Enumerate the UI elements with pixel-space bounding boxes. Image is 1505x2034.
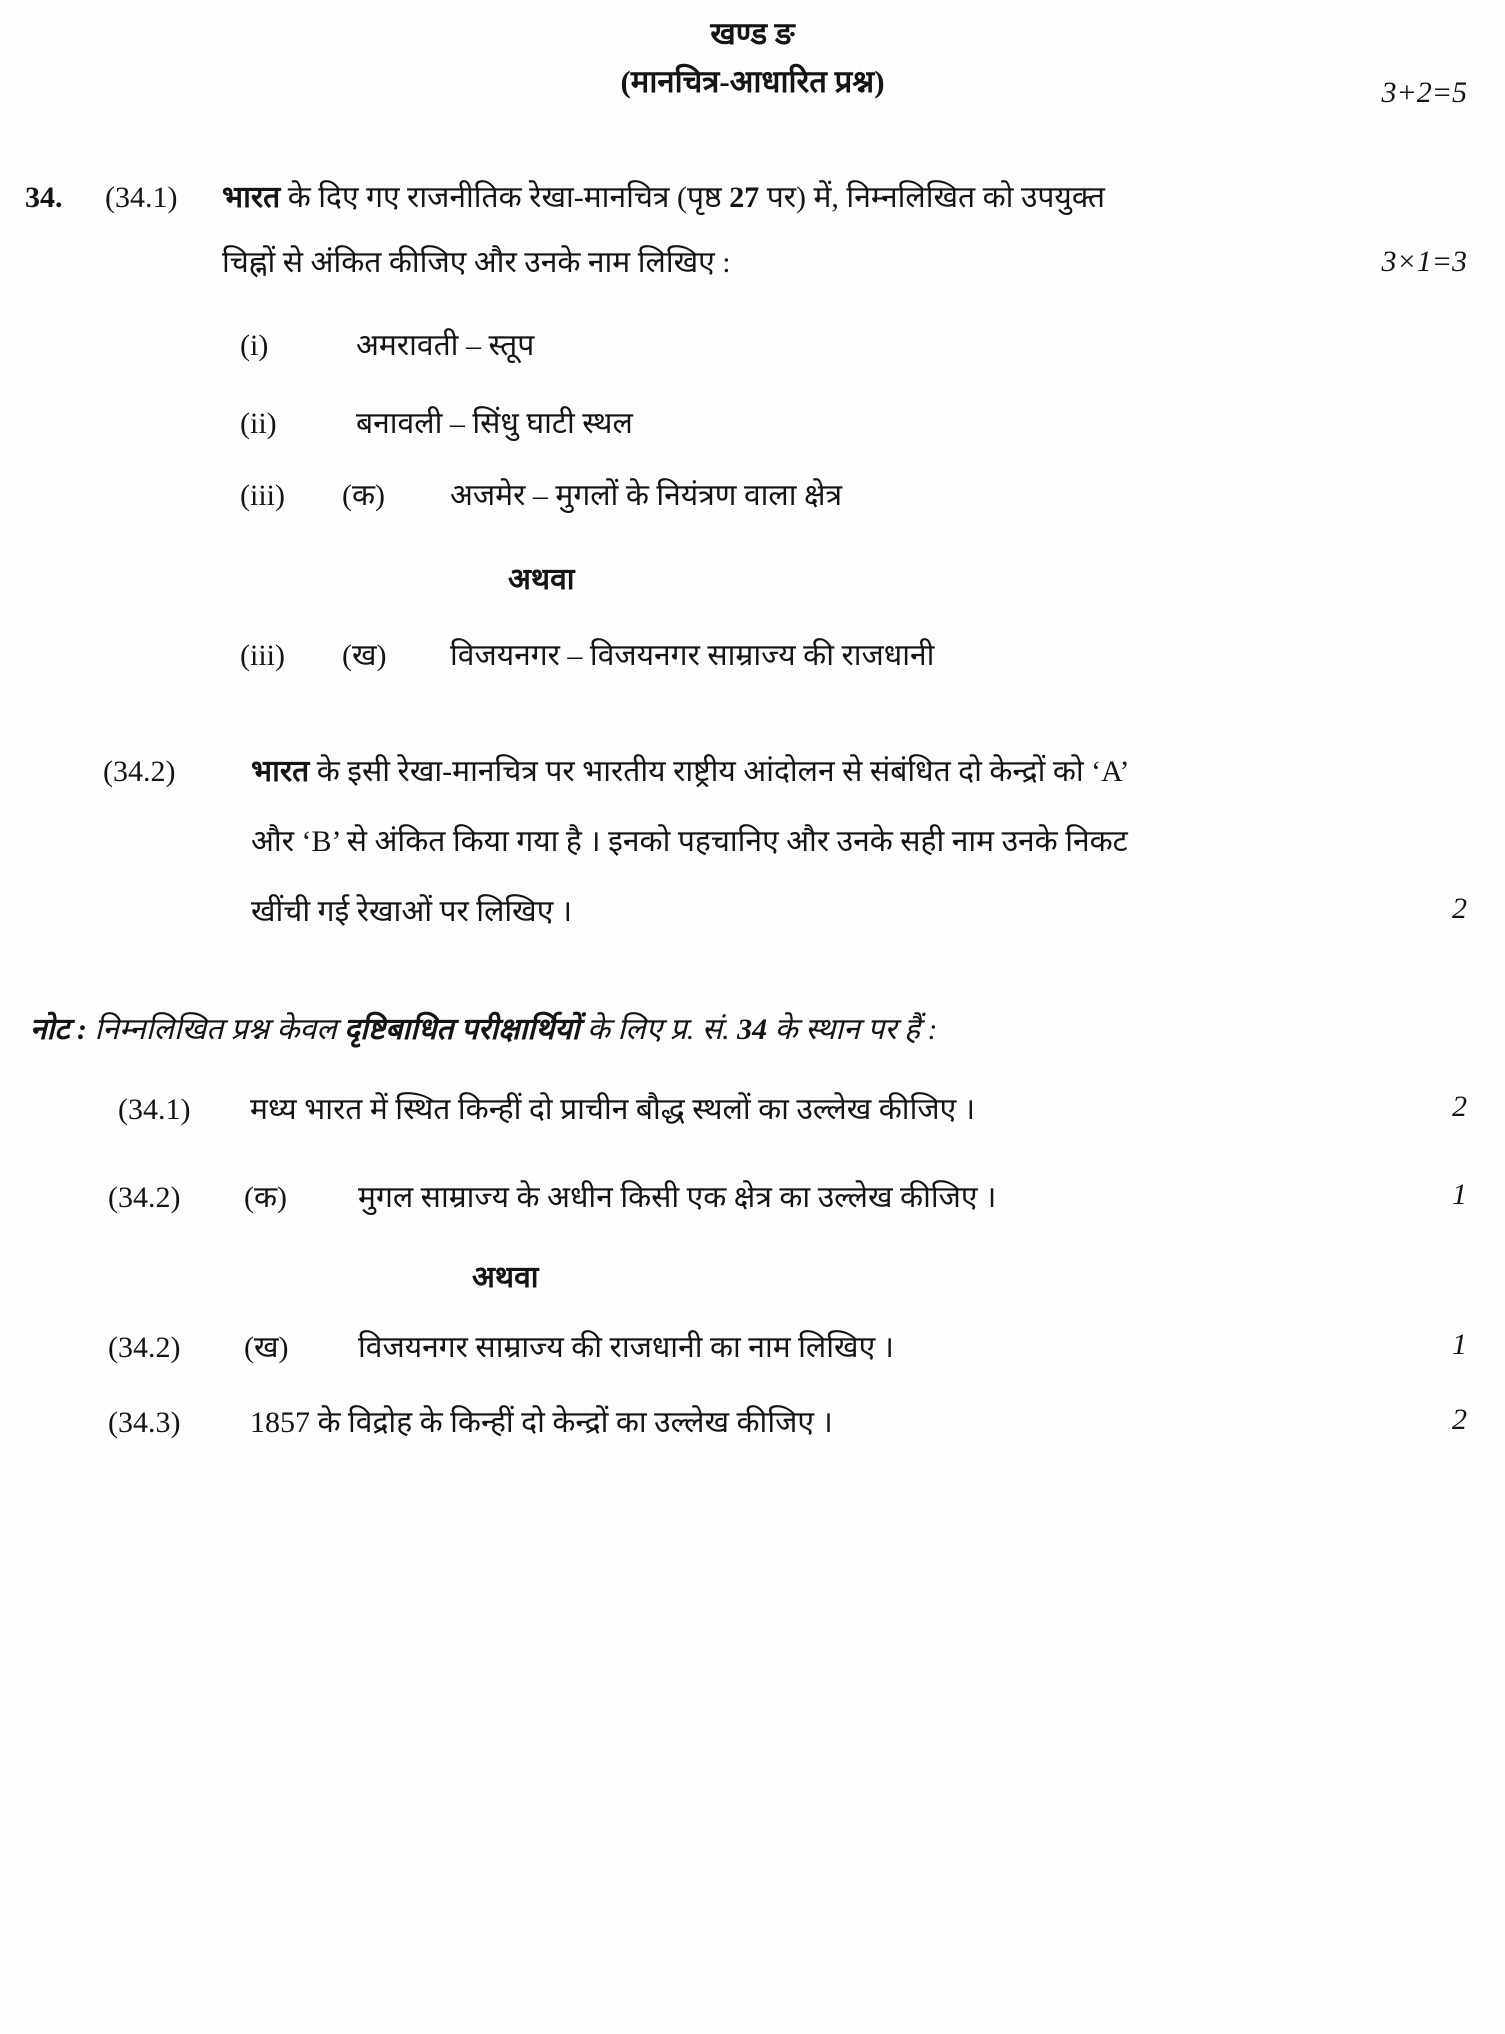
map-item-iii-b [240,636,934,675]
note-seg2: के लिए प्र. सं. [579,1013,738,1046]
item-ii-number: (ii) [240,407,277,440]
item-iii-a-sublabel: (क) [342,479,386,512]
section-marks: 3+2=5 [1381,76,1467,109]
section-title: खण्ड ङ [710,16,795,51]
vi-q2b-label: (34.2) [108,1331,181,1364]
map-item-ii [240,404,633,443]
vi-q2b-sublabel: (ख) [244,1331,289,1364]
part1-line1-post: पर) में, निम्नलिखित को उपयुक्त [759,181,1105,214]
part2-line3: खींची गई रेखाओं पर लिखिए । [251,895,573,928]
item-iii-b-number: (iii) [240,639,285,672]
item-iii-b-text: विजयनगर – विजयनगर साम्राज्य की राजधानी [450,639,935,672]
vi-q3-marks: 2 [1452,1403,1467,1436]
item-iii-a-text: अजमेर – मुगलों के नियंत्रण वाला क्षेत्र [450,479,843,512]
item-ii-text: बनावली – सिंधु घाटी स्थल [356,407,633,440]
part1-marks: 3×1=3 [1381,245,1467,278]
vi-q2a-marks: 1 [1452,1178,1467,1211]
section-subtitle: (मानचित्र-आधारित प्रश्न) [620,64,885,99]
note-seg3: के स्थान पर हैं : [767,1013,938,1046]
part1-line2: चिह्नों से अंकित कीजिए और उनके नाम लिखिए : [222,246,731,279]
part1-line1-pre: के दिए गए राजनीतिक रेखा-मानचित्र (पृष्ठ [280,181,730,214]
q34-part1-line1 [25,178,1105,217]
item-i-number: (i) [240,329,269,362]
vi-note [30,1010,938,1049]
vi-q2b-marks: 1 [1452,1328,1467,1361]
part1-line1-text [222,181,1105,214]
vi-q1-text: मध्य भारत में स्थित किन्हीं दो प्राचीन बौद्ध स्थलों का उल्लेख कीजिए । [250,1093,976,1126]
part1-line1-bold-word: भारत [222,181,281,214]
vi-q2b-text: विजयनगर साम्राज्य की राजधानी का नाम लिखिए । [358,1331,895,1364]
or-separator-2: अथवा [472,1261,539,1294]
map-item-iii-a [240,476,842,515]
part2-line2: और ‘B’ से अंकित किया गया है । इनको पहचानिए और उनके सही नाम उनके निकट [251,825,1128,858]
part1-line1-page-number: 27 [729,181,760,214]
part2-marks: 2 [1452,892,1467,925]
vi-q2a-label: (34.2) [108,1181,181,1214]
vi-q3-label: (34.3) [108,1406,181,1439]
vi-question-34-2-a [108,1178,996,1217]
item-iii-b-sublabel: (ख) [342,639,387,672]
vi-question-34-1 [118,1090,975,1129]
map-item-i [240,326,534,365]
vi-q1-marks: 2 [1452,1090,1467,1123]
part2-line1-text [251,755,1130,788]
question-number: 34. [25,181,63,214]
or-separator-1: अथवा [508,563,575,596]
vi-q1-label: (34.1) [118,1093,191,1126]
vi-question-34-2-b [108,1328,894,1367]
part2-label: (34.2) [103,755,176,788]
vi-q2a-sublabel: (क) [244,1181,288,1214]
part2-line1-bold-word: भारत [251,755,310,788]
q34-part2-line1 [103,752,1130,791]
vi-question-34-3 [108,1403,833,1442]
vi-q3-text: 1857 के विद्रोह के किन्हीं दो केन्द्रों का उल्लेख कीजिए । [250,1406,833,1439]
note-bold-phrase: दृष्टिबाधित परीक्षार्थियों [344,1013,580,1046]
note-seg1: निम्नलिखित प्रश्न केवल [87,1013,345,1046]
item-i-text: अमरावती – स्तूप [356,329,535,362]
part1-label: (34.1) [105,181,178,214]
note-prefix: नोट : [30,1013,88,1046]
note-question-number: 34 [737,1013,768,1046]
vi-q2a-text: मुगल साम्राज्य के अधीन किसी एक क्षेत्र का उल्लेख कीजिए । [358,1181,997,1214]
item-iii-a-number: (iii) [240,479,285,512]
part2-line1-rest: के इसी रेखा-मानचित्र पर भारतीय राष्ट्रीय आंदोलन से संबंधित दो केन्द्रों को ‘A’ [309,755,1130,788]
